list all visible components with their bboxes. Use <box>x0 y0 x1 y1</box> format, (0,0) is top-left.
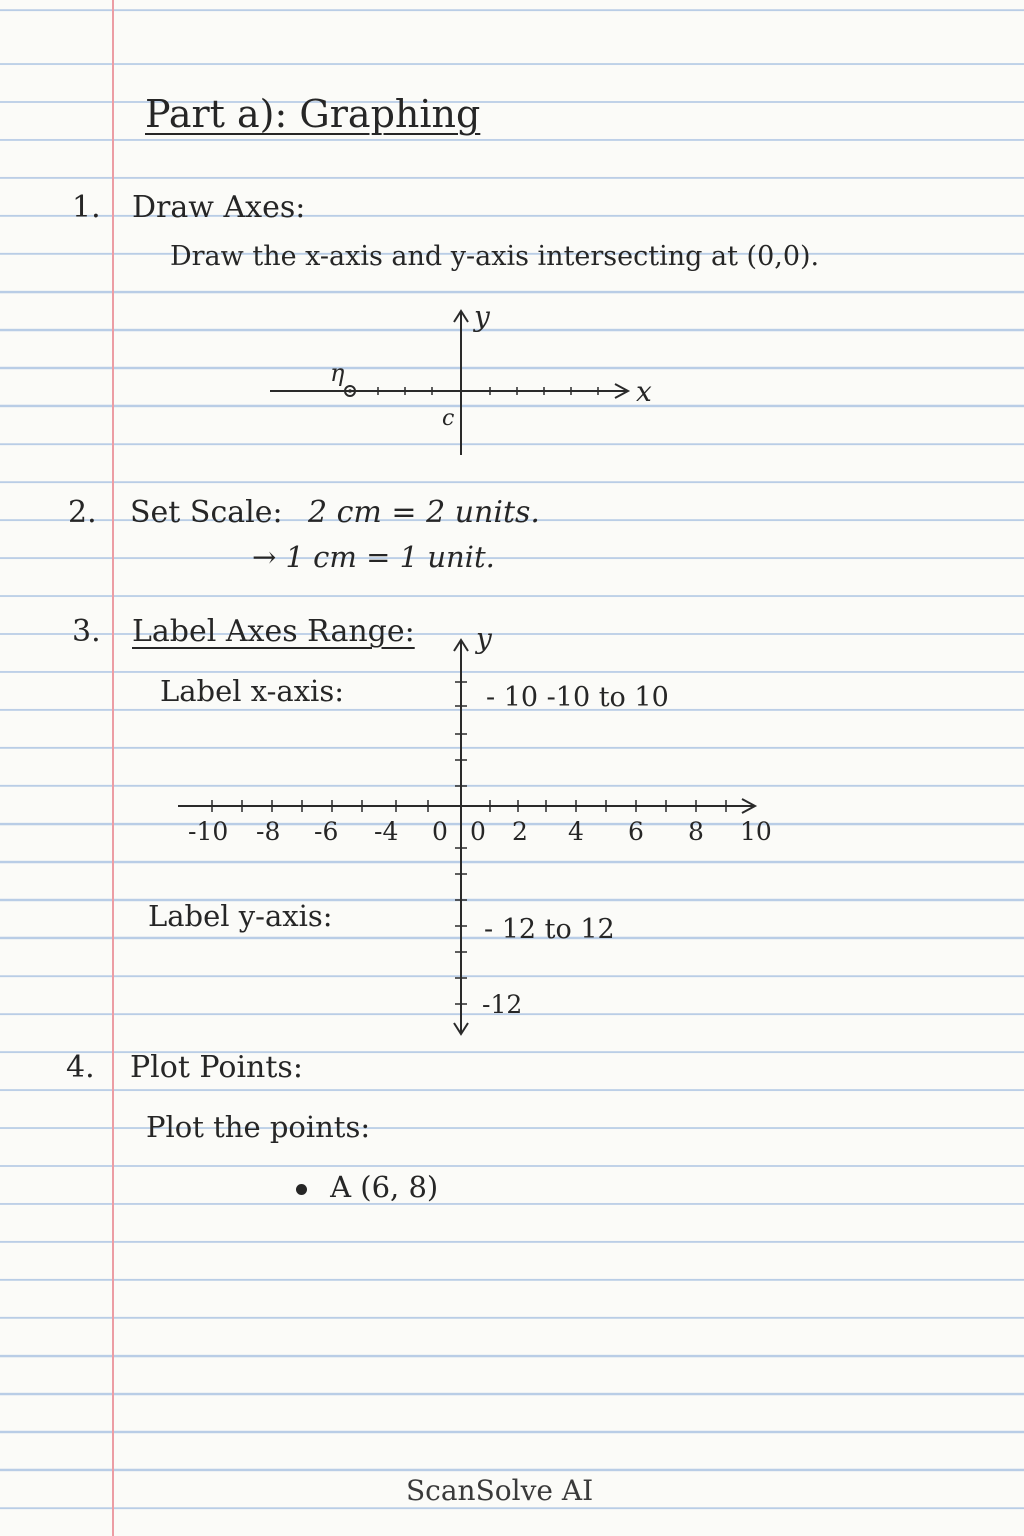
step-1-heading: Draw Axes: <box>132 190 306 225</box>
sketch-y-label: y <box>474 300 490 333</box>
x-tick-label: 10 <box>740 817 772 846</box>
step-2-scale-reduced: → 1 cm = 1 unit. <box>252 540 495 574</box>
label-y-axis-text: Label y-axis: <box>148 899 333 933</box>
x-tick-label: 0 <box>470 817 486 846</box>
sketch-origin-label: c <box>442 406 455 431</box>
x-tick-label: 6 <box>628 817 644 846</box>
point-a-label: A (6, 8) <box>330 1170 439 1204</box>
step-2-heading: Set Scale: <box>130 495 283 530</box>
graph-y-axis-label: y <box>476 622 492 655</box>
x-tick-label: 0 <box>432 817 448 846</box>
step-4-text: Plot the points: <box>146 1110 371 1144</box>
footer-watermark: ScanSolve AI <box>406 1474 594 1507</box>
step-4-number: 4. <box>66 1050 95 1085</box>
page-title: Part a): Graphing <box>145 92 481 136</box>
step-3-heading: Label Axes Range: <box>132 614 415 649</box>
step-3-number: 3. <box>72 614 101 649</box>
x-tick-label: -6 <box>314 817 339 846</box>
label-x-axis-text: Label x-axis: <box>160 674 344 708</box>
step-4-heading: Plot Points: <box>130 1050 303 1085</box>
step-1-number: 1. <box>72 190 101 225</box>
sketch-x-label: x <box>636 375 652 408</box>
step-1-text: Draw the x-axis and y-axis intersecting at (0,0). <box>170 241 820 272</box>
point-list-item <box>296 1170 438 1204</box>
graph-top-annotation: - 10 -10 to 10 <box>486 682 669 713</box>
x-tick-label: -4 <box>374 817 399 846</box>
bullet-dot-icon <box>296 1184 307 1195</box>
sketch-point-label: η <box>330 359 345 387</box>
x-tick-label: 2 <box>512 817 528 846</box>
step-2-number: 2. <box>68 495 97 530</box>
graph-y-range-text: - 12 to 12 <box>484 914 615 945</box>
x-tick-label: -8 <box>256 817 281 846</box>
x-tick-label: 4 <box>568 817 584 846</box>
graph-bottom-label: -12 <box>482 990 523 1019</box>
step-2-scale: 2 cm = 2 units. <box>308 495 540 530</box>
x-tick-label: -10 <box>188 817 229 846</box>
x-tick-label: 8 <box>688 817 704 846</box>
